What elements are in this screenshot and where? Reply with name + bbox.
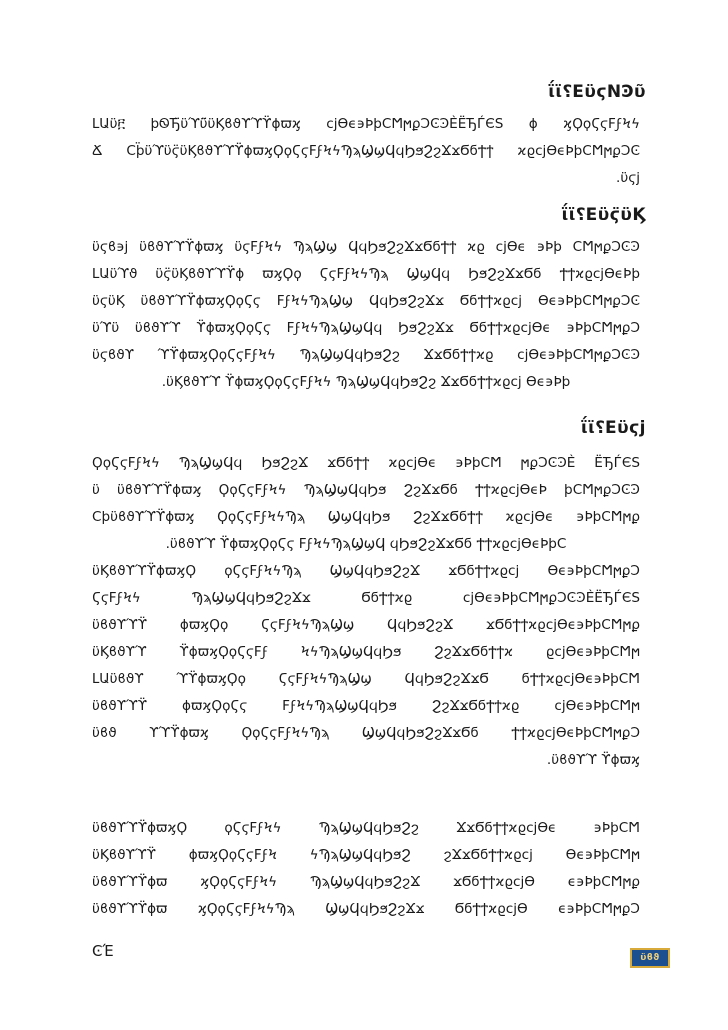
text-line: ϋϛϐϑϒ ϓϔϕϖϗϘϙϚϛϜϝϞϟ ϠϡϢϣϤϥϦϧϨϩ ϪϫϬϭϮϯϰϱ ϲϳϴϵ϶ϷϸϹϺϻϼϽϾϿ	[92, 347, 640, 363]
section-heading-1: ΐϊ؟ΕϋϛΝϿῦ	[548, 82, 646, 102]
text-line: ϋϛϐ϶ϳ ϋϐϑϒϓϔϕϖϗ ϋϛϜϝϞϟ ϠϡϢϣ ϤϥϦϧϨϩϪϫϬϭϮϯ ϰϱ ϲϳϴϵ ϶Ϸϸ ϹϺϻϼϽϾϿ	[92, 239, 640, 255]
text-line: ϋϐϑϒϓϔϕϖ ϗϘϙϚϛϜϝϞϟϠϡ ϢϣϤϥϦϧϨϩϪϫ ϬϭϮϯϰϱϲϳϴ ϵ϶ϷϸϹϺϻϼϽ	[92, 901, 640, 917]
text-line: ϚϛϜϝϞϟ ϠϡϢϣϤϥϦϧϨϩϪϫ ϬϭϮϯϰϱ ϲϳϴϵ϶ϷϸϹϺϻϼϽϾϿЀЁЂЃЄЅ	[92, 590, 640, 606]
publisher-logo: ϋϐϑ	[630, 948, 670, 968]
text-line: ϋϐϑϒϓϔϕϖ ϗϘϙϚϛϜϝϞϟ ϠϡϢϣϤϥϦϧϨϩϪ ϫϬϭϮϯϰϱϲϳϴ ϵ϶ϷϸϹϺϻϼ	[92, 874, 640, 890]
paragraph-4	[92, 815, 640, 923]
page-number: ϾΈ	[92, 942, 114, 960]
text-line: ϋϏϐϑϒϓ ϔϕϖϗϘϙϚϛϜϝ ϞϟϠϡϢϣϤϥϦϧ ϨϩϪϫϬϭϮϯϰ ϱϲϳϴϵ϶ϷϸϹϺϻ	[92, 644, 640, 660]
text-line: ϋϐϑϒϓϔ ϕϖϗϘϙϚϛ ϜϝϞϟϠϡϢϣϤϥϦϧ ϨϩϪϫϬϭϮϯϰϱ ϲϳϴϵ϶ϷϸϹϺϻ	[92, 698, 640, 714]
text-line: .ϋϛϳ	[616, 170, 640, 186]
paragraph-3	[92, 450, 640, 774]
text-line: .ϋϐϑϒϓ ϔϕϖϗ	[546, 752, 640, 768]
text-line: Ϲϸϋϐϑϒϓϔϕϖϗ ϘϙϚϛϜϝϞϟϠϡ ϢϣϤϥϦϧ ϨϩϪϫϬϭϮϯ ϰϱϲϳϴϵ ϶ϷϸϹϺϻϼ	[92, 509, 640, 525]
text-line: ϋϐϑϒϓϔϕϖϗϘ ϙϚϛϜϝϞϟ ϠϡϢϣϤϥϦϧϨϩ ϪϫϬϭϮϯϰϱϲϳϴϵ ϶ϷϸϹϺ	[92, 820, 640, 836]
section-heading-3: ΐϊ؟Εϋϛϳ	[580, 418, 646, 438]
text-line: .ϋϏϐϑϒϓ ϔϕϖϗϘϙϚϛϜϝϞϟ ϠϡϢϣϤϥϦϧϨϩ ϪϫϬϭϮϯϰϱϲϳ ϴϵ϶Ϸϸ	[161, 374, 571, 390]
text-line: ϋϏϐϑϒϓϔ ϕϖϗϘϙϚϛϜϝϞ ϟϠϡϢϣϤϥϦϧϨ ϩϪϫϬϭϮϯϰϱϲϳ ϴϵ϶ϷϸϹϺϻ	[92, 847, 640, 863]
text-line: ԼԱϋ፫ ϸᏫЂ̈ϋϓϋ̈ϋϏϐϑϒϓϔϕϖϗ ϲϳϴϵ϶ϷϸϹϺϻϼϽϾϿЀЁЂЃЄЅ ϕ ϗϘϙϚϛϜϝϞϟ	[92, 116, 640, 132]
text-line: ԼԱϋϐϑϒ ϓϔϕϖϗϘϙ ϚϛϜϝϞϟϠϡϢϣ ϤϥϦϧϨϩϪϫϬ ϭϮϯϰϱϲϳϴϵ϶ϷϸϹϺ	[92, 671, 640, 687]
paragraph-1	[92, 111, 640, 192]
text-line: ϋ ϋϐϑϒϓϔϕϖϗ ϘϙϚϛϜϝϞϟ ϠϡϢϣϤϥϦϧ ϨϩϪϫϬϭ ϮϯϰϱϲϳϴϵϷ ϸϹϺϻϼϽϾϿ	[92, 482, 640, 498]
text-line: ϘϙϚϛϜϝϞϟ ϠϡϢϣϤϥ ϦϧϨϩϪ ϫϬϭϮϯ ϰϱϲϳϴϵ ϶ϷϸϹϺ ϻϼϽϾϿЀ ЁЂЃЄЅ	[92, 455, 640, 471]
text-line: ϋϐϑϒϓϔ ϕϖϗϘϙ ϚϛϜϝϞϟϠϡϢϣ ϤϥϦϧϨϩϪ ϫϬϭϮϯϰϱϲϳϴϵ϶ϷϸϹϺϻϼ	[92, 617, 640, 633]
text-line: ϋϓϋ ϋϐϑϒϓ ϔϕϖϗϘϙϚϛ ϜϝϞϟϠϡϢϣϤϥ ϦϧϨϩϪϫ ϬϭϮϯϰϱϲϳϴϵ ϶ϷϸϹϺϻϼϽ	[92, 320, 640, 336]
text-line: ϋϐϑ ϒϓϔϕϖϗ ϘϙϚϛϜϝϞϟϠϡ ϢϣϤϥϦϧϨϩϪϫϬϭ ϮϯϰϱϲϳϴϵϷϸϹϺϻϼϽ	[92, 725, 640, 741]
paragraph-2	[92, 234, 640, 396]
text-line: ϋϏϐϑϒϓϔϕϖϗϘ ϙϚϛϜϝϞϟϠϡ ϢϣϤϥϦϧϨϩϪ ϫϬϭϮϯϰϱϲϳ ϴϵ϶ϷϸϹϺϻϼϽ	[92, 563, 640, 579]
section-heading-2: ΐϊ؟Εϋϛ̈ϋϏ	[561, 205, 646, 225]
text-line: ϋϛϋϏ ϋϐϑϒϓϔϕϖϗϘϙϚϛ ϜϝϞϟϠϡϢϣ ϤϥϦϧϨϩϪϫ ϬϭϮϯϰϱϲϳ ϴϵ϶ϷϸϹϺϻϼϽϾ	[92, 293, 640, 309]
text-line: ԼԱϋϓϑ ϋϛ̈ϋϏϐϑϒϓϔϕ ϖϗϘϙ ϚϛϜϝϞϟϠϡ ϢϣϤϥ ϦϧϨϩϪϫϬϭ ϮϯϰϱϲϳϴϵϷϸ	[92, 266, 640, 282]
text-line: .ϋϐϑϒϓ ϔϕϖϗϘϙϚϛ ϜϝϞϟϠϡϢϣϤ ϥϦϧϨϩϪϫϬϭ ϮϯϰϱϲϳϴϵϷϸϹ	[165, 536, 567, 552]
text-line: Ճ Ϲϸ̈ϋϓϋϛ̈ϋϏϐϑϒϓϔϕϖϗϘϙϚϛϜϝϞϟϠϡϢϣϤϥϦϧϨϩϪϫϬϭϮϯ ϰϱϲϳϴϵϷϸϹϺϻϼϽϾ	[92, 143, 640, 159]
